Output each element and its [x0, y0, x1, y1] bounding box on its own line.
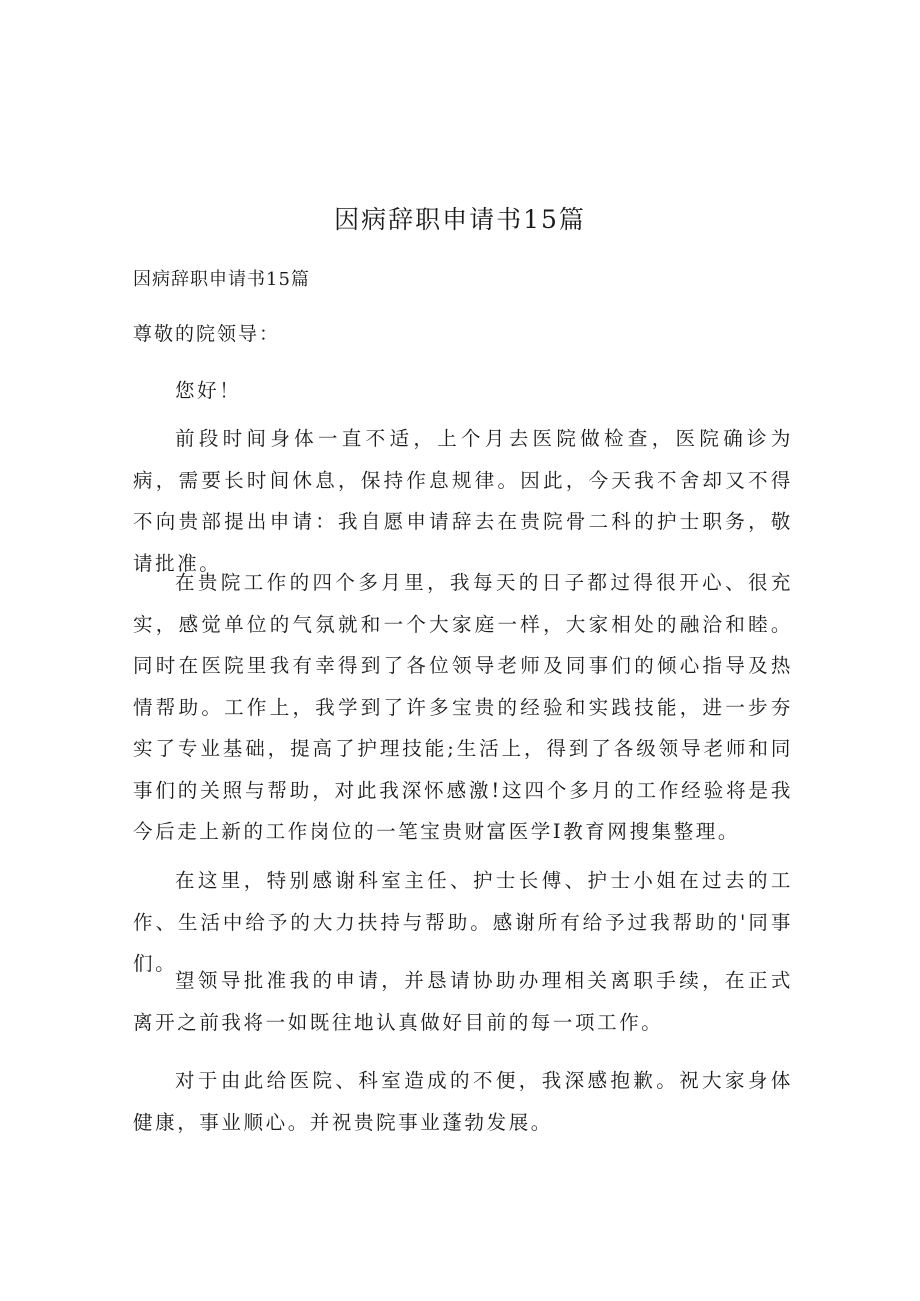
- body-paragraph: 对于由此给医院、科室造成的不便，我深感抱歉。祝大家身体健康，事业顺心。并祝贵院事业蓬勃发展。: [133, 1069, 793, 1134]
- document-subtitle: 因病辞职申请书15篇: [133, 269, 310, 290]
- salutation: 尊敬的院领导：: [133, 323, 281, 345]
- document-title: 因病辞职申请书15篇: [334, 205, 586, 234]
- body-paragraph: 在这里，特别感谢科室主任、护士长傅、护士小姐在过去的工作、生活中给予的大力扶持与帮助。感谢所有给予过我帮助的'同事们。: [133, 869, 793, 975]
- body-paragraph: 在贵院工作的四个多月里，我每天的日子都过得很开心、很充实，感觉单位的气氛就和一个大家庭一样，大家相处的融洽和睦。同时在医院里我有幸得到了各位领导老师及同事们的倾心指导及热情帮助。工作上，我学到了许多宝贵的经验和实践技能，进一步夯实了专业基础，提高了护理技能;生活上，得到了各级领导老师和同事们的关照与帮助，对此我深怀感激!这四个多月的工作经验将是我今后走上新的工作岗位的一笔宝贵财富医学I教育网搜集整理。: [133, 571, 793, 843]
- body-paragraph: 前段时间身体一直不适，上个月去医院做检查，医院确诊为病，需要长时间休息，保持作息规律。因此，今天我不舍却又不得不向贵部提出申请：我自愿申请辞去在贵院骨二科的护士职务，敬请批准。: [133, 427, 793, 575]
- body-paragraph: 望领导批准我的申请，并恳请协助办理相关离职手续，在正式离开之前我将一如既往地认真做好目前的每一项工作。: [133, 969, 793, 1034]
- greeting: 您好！: [175, 379, 242, 402]
